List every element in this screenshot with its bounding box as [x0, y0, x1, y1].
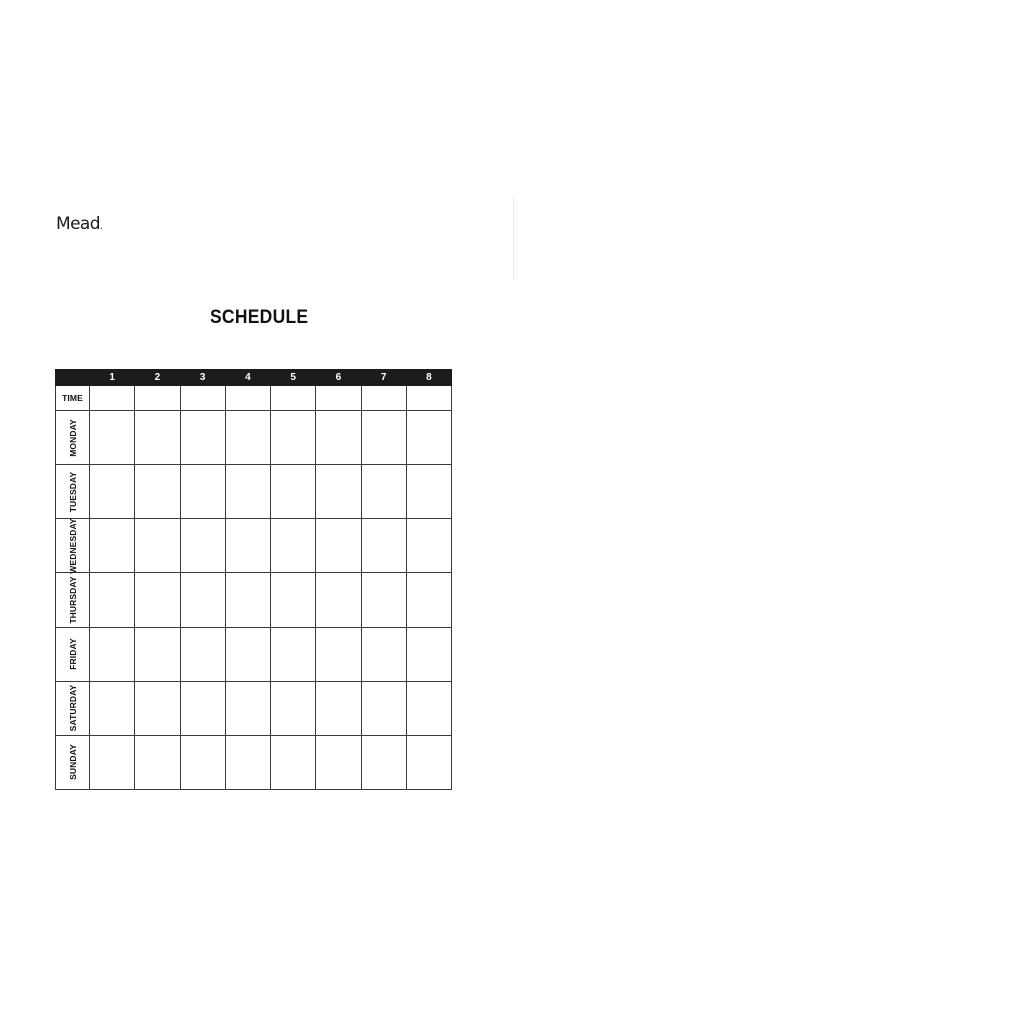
schedule-cell[interactable]: [180, 735, 225, 789]
schedule-cell[interactable]: [361, 735, 406, 789]
day-label-text: FRIDAY: [67, 638, 78, 670]
schedule-cell[interactable]: [361, 411, 406, 465]
schedule-cell[interactable]: [361, 681, 406, 735]
day-row-monday: [56, 411, 452, 465]
schedule-cell[interactable]: [271, 519, 316, 573]
day-label-text: THURSDAY: [67, 576, 78, 624]
schedule-cell[interactable]: [135, 573, 180, 627]
schedule-cell[interactable]: [90, 519, 135, 573]
schedule-cell[interactable]: [316, 465, 361, 519]
time-cell[interactable]: [90, 386, 135, 411]
time-cell[interactable]: [135, 386, 180, 411]
schedule-cell[interactable]: [361, 573, 406, 627]
time-cell[interactable]: [316, 386, 361, 411]
schedule-cell[interactable]: [316, 735, 361, 789]
schedule-grid: [55, 369, 452, 790]
period-header: 6: [316, 370, 361, 386]
schedule-cell[interactable]: [180, 465, 225, 519]
brand-mark: .: [99, 222, 103, 232]
schedule-cell[interactable]: [90, 411, 135, 465]
day-label: [56, 465, 90, 519]
schedule-cell[interactable]: [225, 465, 270, 519]
period-header: 5: [271, 370, 316, 386]
mead-logo: [56, 214, 102, 234]
day-label-text: WEDNESDAY: [67, 518, 78, 574]
page-fold-line: [513, 195, 514, 280]
schedule-cell[interactable]: [225, 627, 270, 681]
schedule-cell[interactable]: [180, 411, 225, 465]
time-cell[interactable]: [406, 386, 451, 411]
day-label: [56, 411, 90, 465]
schedule-cell[interactable]: [180, 627, 225, 681]
day-label-text: SUNDAY: [67, 744, 78, 781]
period-header-row: [56, 370, 452, 386]
day-row-friday: [56, 627, 452, 681]
schedule-cell[interactable]: [406, 519, 451, 573]
brand-name: Mead: [56, 214, 100, 234]
day-label: [56, 627, 90, 681]
schedule-cell[interactable]: [90, 735, 135, 789]
day-label: [56, 735, 90, 789]
schedule-cell[interactable]: [135, 411, 180, 465]
schedule-cell[interactable]: [90, 627, 135, 681]
schedule-cell[interactable]: [316, 627, 361, 681]
day-row-sunday: [56, 735, 452, 789]
day-row-tuesday: [56, 465, 452, 519]
schedule-cell[interactable]: [406, 465, 451, 519]
time-cell[interactable]: [271, 386, 316, 411]
period-header: 2: [135, 370, 180, 386]
day-row-thursday: [56, 573, 452, 627]
period-header: 1: [90, 370, 135, 386]
schedule-cell[interactable]: [225, 573, 270, 627]
schedule-cell[interactable]: [406, 681, 451, 735]
schedule-cell[interactable]: [180, 681, 225, 735]
day-label: [56, 681, 90, 735]
schedule-cell[interactable]: [316, 411, 361, 465]
day-label-text: SATURDAY: [67, 684, 78, 732]
day-row-wednesday: [56, 519, 452, 573]
schedule-cell[interactable]: [135, 681, 180, 735]
day-row-saturday: [56, 681, 452, 735]
schedule-cell[interactable]: [361, 519, 406, 573]
schedule-cell[interactable]: [135, 519, 180, 573]
time-cell[interactable]: [225, 386, 270, 411]
schedule-cell[interactable]: [225, 519, 270, 573]
period-header: 4: [225, 370, 270, 386]
page-title: SCHEDULE: [210, 307, 309, 328]
schedule-cell[interactable]: [135, 735, 180, 789]
schedule-cell[interactable]: [90, 681, 135, 735]
period-header: 3: [180, 370, 225, 386]
schedule-cell[interactable]: [180, 573, 225, 627]
schedule-cell[interactable]: [225, 735, 270, 789]
time-label: TIME: [56, 386, 90, 411]
schedule-cell[interactable]: [271, 573, 316, 627]
schedule-cell[interactable]: [90, 465, 135, 519]
time-cell[interactable]: [361, 386, 406, 411]
schedule-cell[interactable]: [361, 627, 406, 681]
schedule-cell[interactable]: [361, 465, 406, 519]
schedule-cell[interactable]: [271, 681, 316, 735]
day-label: [56, 573, 90, 627]
schedule-cell[interactable]: [316, 519, 361, 573]
schedule-cell[interactable]: [406, 735, 451, 789]
schedule-cell[interactable]: [271, 411, 316, 465]
period-header: 8: [406, 370, 451, 386]
schedule-cell[interactable]: [271, 465, 316, 519]
schedule-cell[interactable]: [225, 681, 270, 735]
schedule-cell[interactable]: [406, 573, 451, 627]
time-cell[interactable]: [180, 386, 225, 411]
schedule-cell[interactable]: [180, 519, 225, 573]
schedule-cell[interactable]: [406, 627, 451, 681]
corner-header: [56, 370, 90, 386]
schedule-cell[interactable]: [316, 573, 361, 627]
day-label-text: TUESDAY: [67, 471, 78, 513]
schedule-cell[interactable]: [135, 465, 180, 519]
period-header: 7: [361, 370, 406, 386]
day-label: [56, 519, 90, 573]
schedule-cell[interactable]: [406, 411, 451, 465]
time-row: [56, 386, 452, 411]
schedule-cell[interactable]: [316, 681, 361, 735]
schedule-cell[interactable]: [271, 627, 316, 681]
schedule-cell[interactable]: [135, 627, 180, 681]
schedule-cell[interactable]: [90, 573, 135, 627]
schedule-cell[interactable]: [225, 411, 270, 465]
day-label-text: MONDAY: [67, 418, 78, 457]
schedule-cell[interactable]: [271, 735, 316, 789]
